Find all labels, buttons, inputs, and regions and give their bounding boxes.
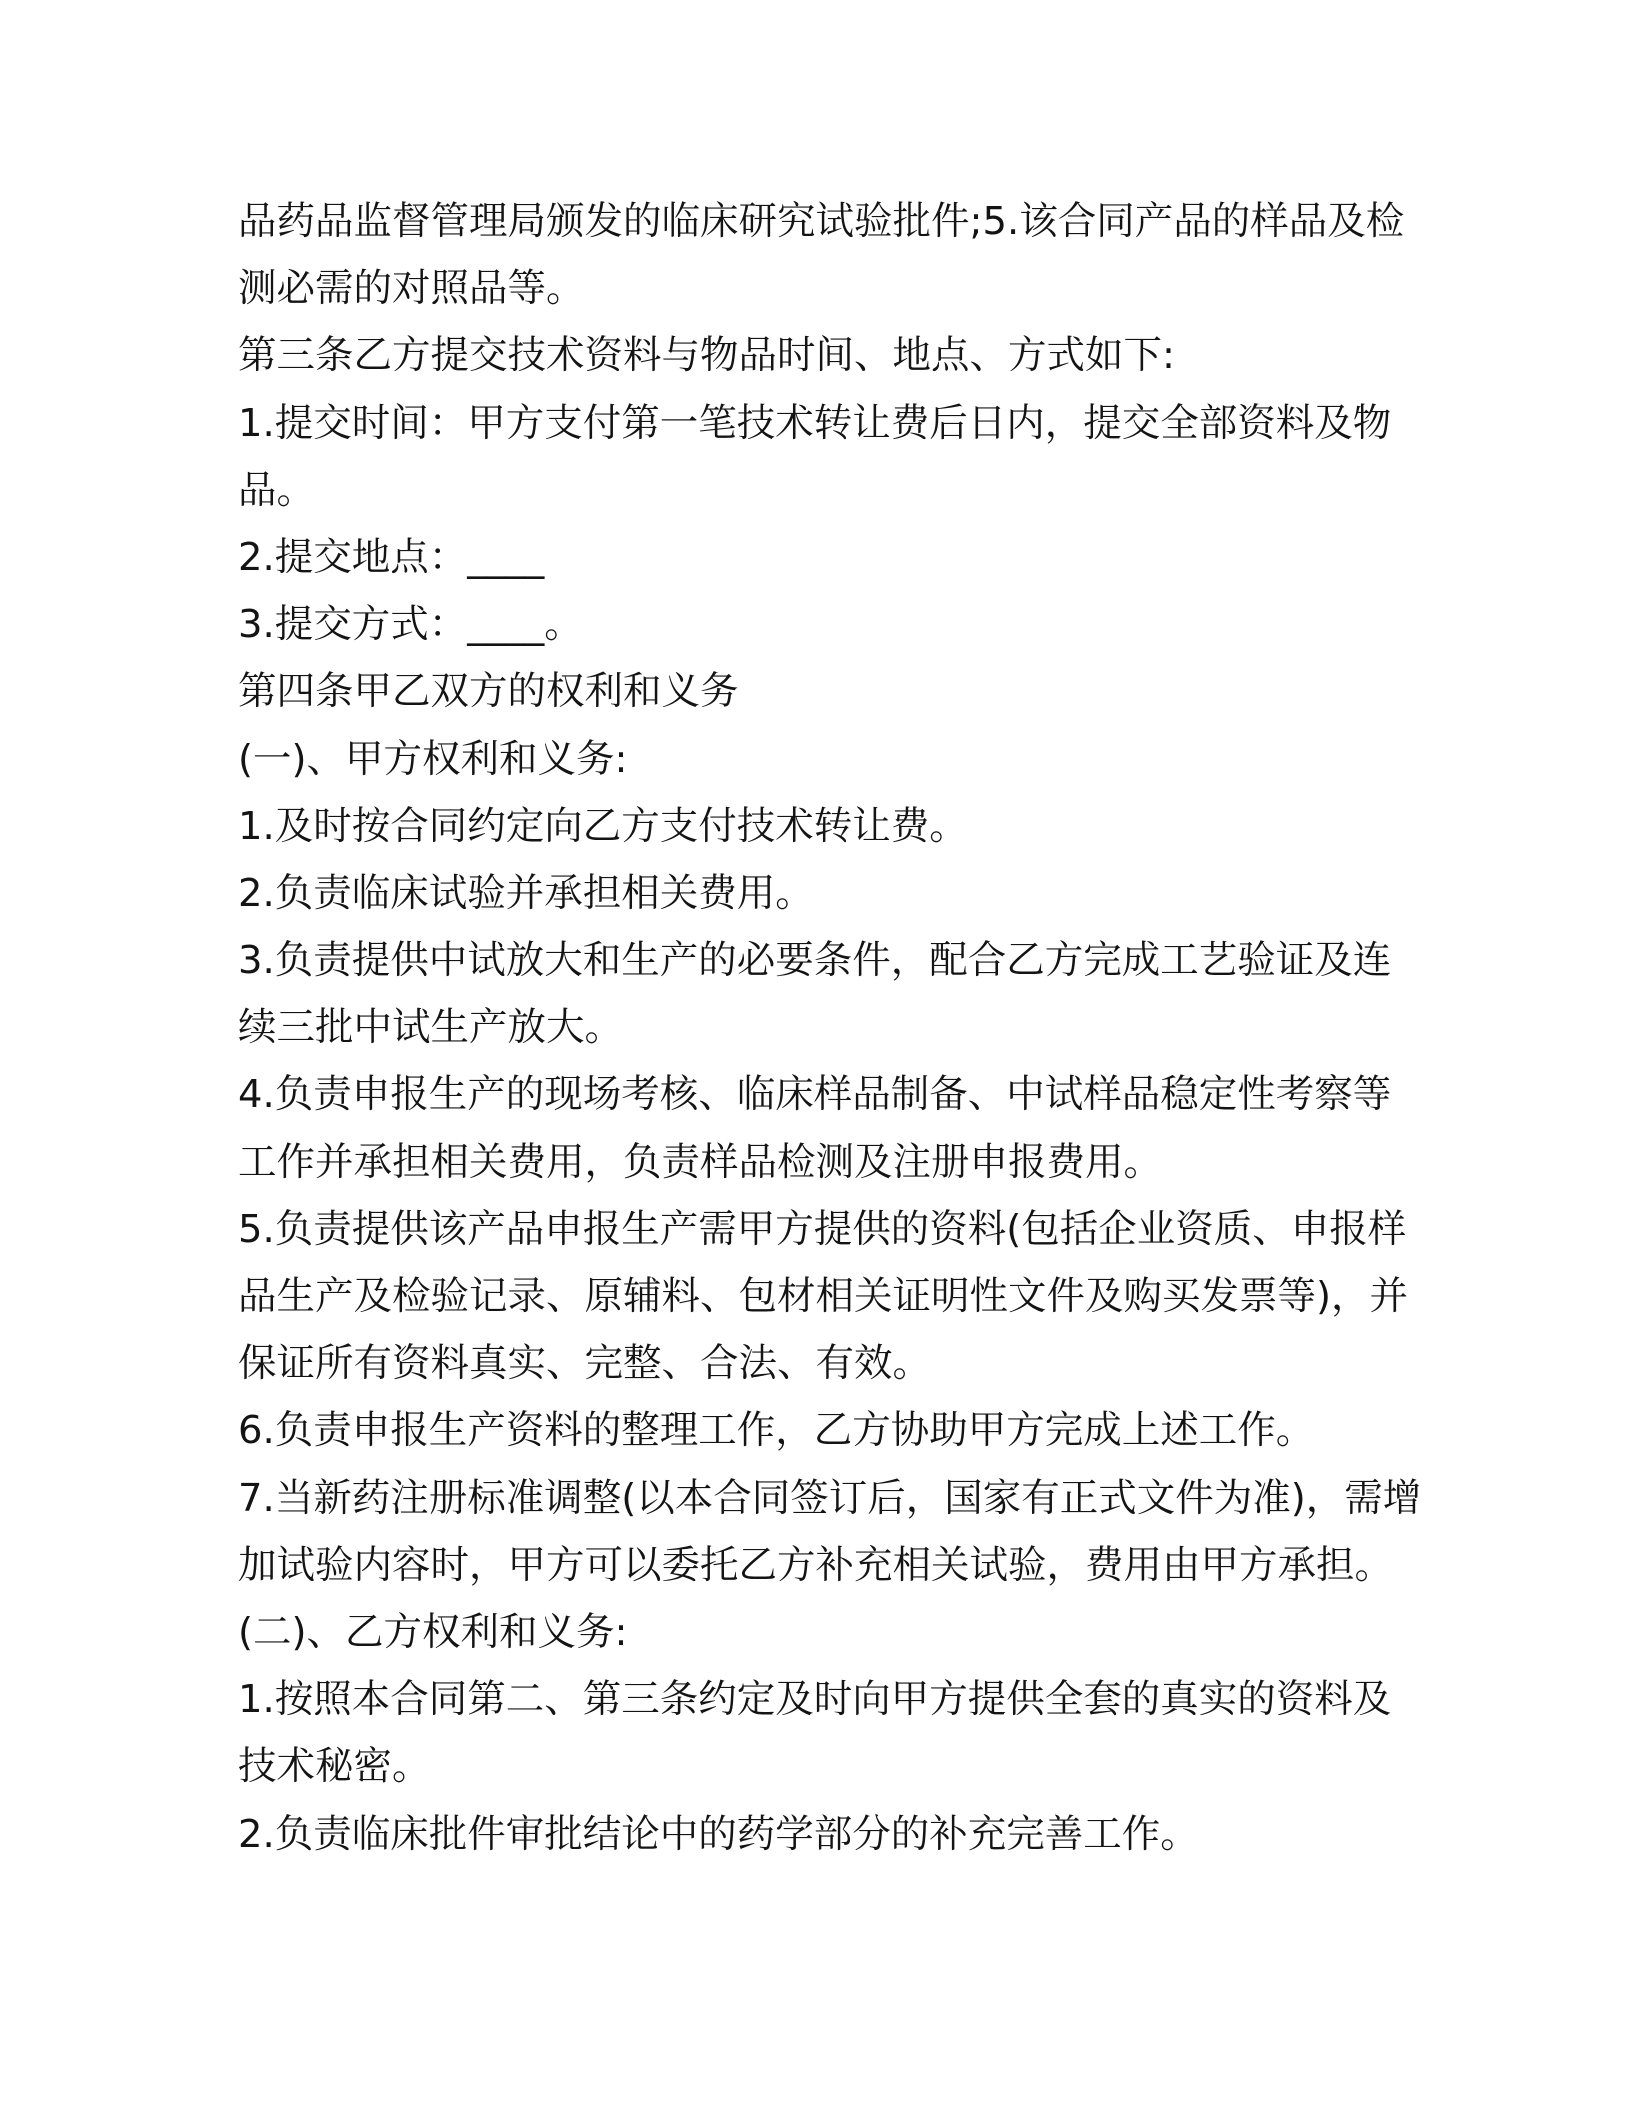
text-line: 4.负责申报生产的现场考核、临床样品制备、中试样品稳定性考察等 [238,1072,1392,1118]
text-line: 2.负责临床批件审批结论中的药学部分的补充完善工作。 [238,1811,1199,1857]
text-line: 1.及时按合同约定向乙方支付技术转让费。 [238,803,968,849]
text-line: 工作并承担相关费用，负责样品检测及注册申报费用。 [238,1139,1163,1185]
section-heading: (二)、乙方权利和义务: [238,1609,628,1655]
text-line: 加试验内容时，甲方可以委托乙方补充相关试验，费用由甲方承担。 [238,1542,1394,1588]
text-line: 3.负责提供中试放大和生产的必要条件，配合乙方完成工艺验证及连 [238,938,1392,984]
article-heading: 第三条乙方提交技术资料与物品时间、地点、方式如下: [238,333,1175,379]
text-line: 品药品监督管理局颁发的临床研究试验批件;5.该合同产品的样品及检 [238,199,1405,244]
text-line: 品生产及检验记录、原辅料、包材相关证明性文件及购买发票等)，并 [238,1274,1409,1319]
section-heading: (一)、甲方权利和义务: [238,736,628,782]
text-line: 1.按照本合同第二、第三条约定及时向甲方提供全套的真实的资料及 [238,1677,1392,1723]
text-line: 续三批中试生产放大。 [238,1005,624,1051]
text-line: 2.负责临床试验并承担相关费用。 [238,870,814,916]
text-line: 保证所有资料真实、完整、合法、有效。 [238,1341,932,1387]
text-line: 1.提交时间：甲方支付第一笔技术转让费后日内，提交全部资料及物 [238,400,1392,446]
text-line: 5.负责提供该产品申报生产需甲方提供的资料(包括企业资质、申报样 [238,1206,1407,1252]
article-heading: 第四条甲乙双方的权利和义务 [238,669,739,715]
text-line: 7.当新药注册标准调整(以本合同签订后，国家有正式文件为准)，需增 [238,1475,1422,1521]
text-line: 3.提交方式：____。 [238,602,583,648]
text-line: 2.提交地点：____ [238,534,545,580]
text-line: 品。 [238,467,316,513]
text-line: 测必需的对照品等。 [238,266,585,312]
text-line: 技术秘密。 [238,1744,431,1790]
document-body [238,188,1422,1868]
text-line: 6.负责申报生产资料的整理工作，乙方协助甲方完成上述工作。 [238,1408,1315,1454]
